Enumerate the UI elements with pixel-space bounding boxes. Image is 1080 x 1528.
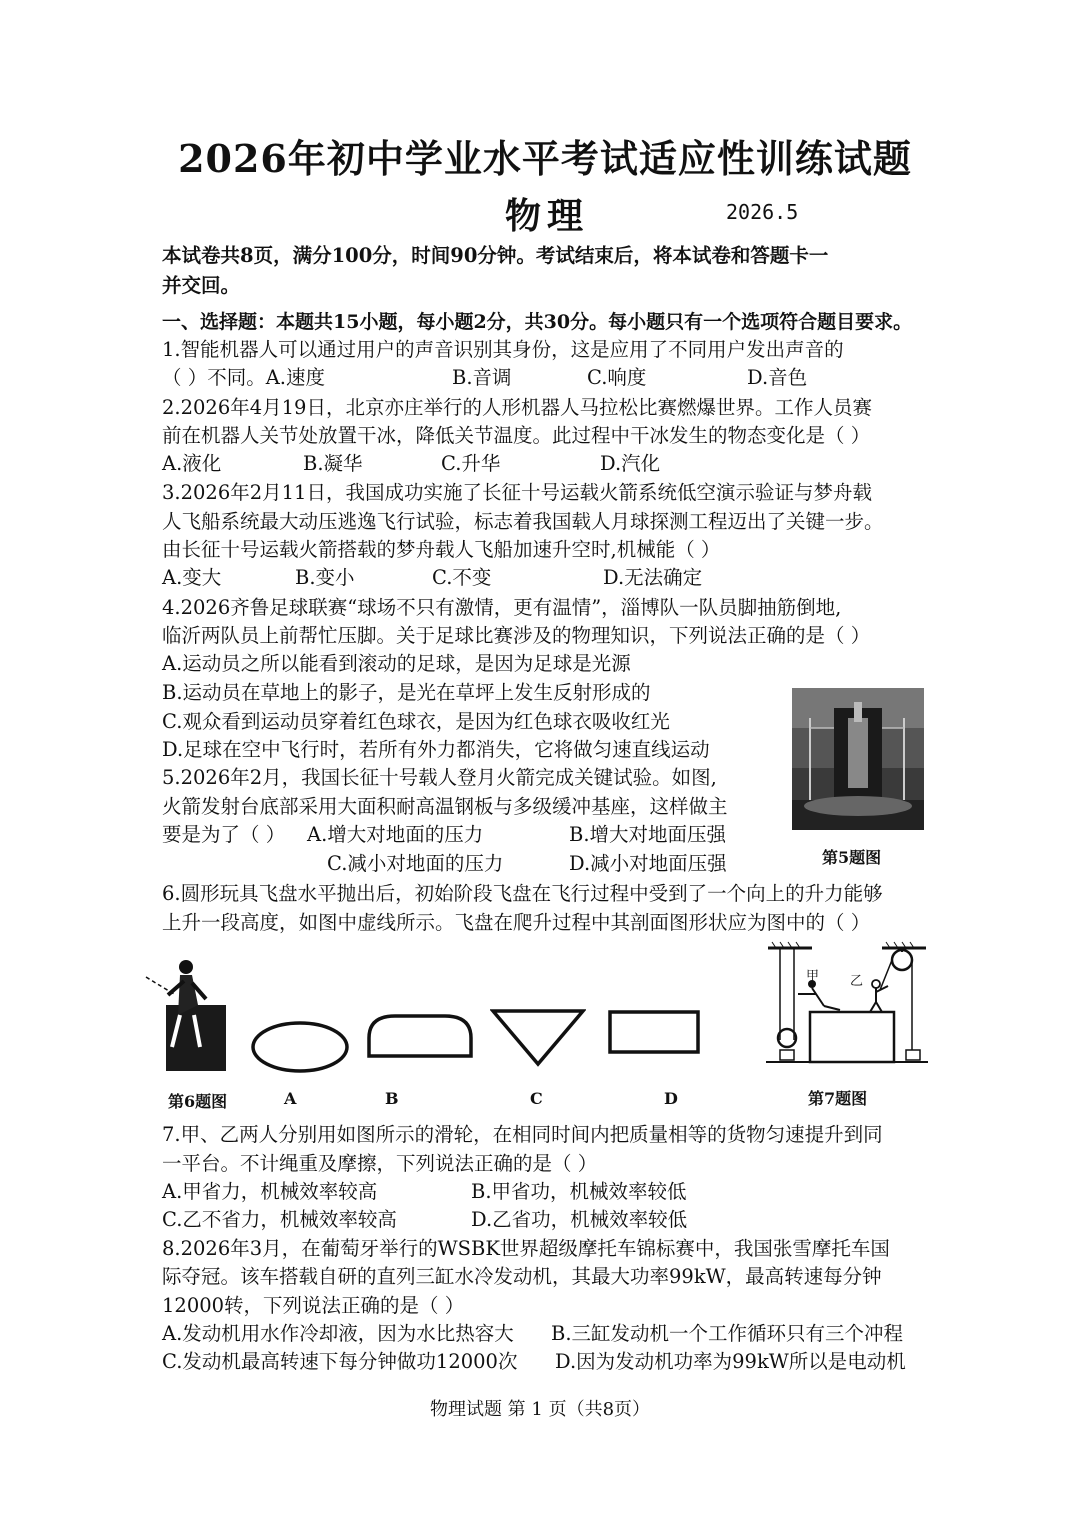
q7-option-a: A.甲省力，机械效率较高: [162, 1180, 378, 1203]
q8-option-c: C.发动机最高转速下每分钟做功12000次: [162, 1350, 518, 1373]
q6-label-d: D: [664, 1089, 678, 1108]
q5-stem-1: 5.2026年2月，我国长征十号载人登月火箭完成关键试验。如图,: [162, 766, 717, 789]
q7-pulley-figure: [766, 940, 928, 1074]
q4-option-a: A.运动员之所以能看到滚动的足球，是因为足球是光源: [162, 652, 631, 675]
q8-stem-3: 12000转，下列说法正确的是（ ）: [162, 1294, 465, 1317]
q6-label-c: C: [530, 1089, 543, 1108]
instructions-line-1: 本试卷共8页，满分100分，时间90分钟。考试结束后，将本试卷和答题卡一: [162, 244, 829, 267]
q4-option-c: C.观众看到运动员穿着红色球衣，是因为红色球衣吸收红光: [162, 710, 670, 733]
q1-stem-1: 1.智能机器人可以通过用户的声音识别其身份，这是应用了不同用户发出声音的: [162, 338, 844, 361]
q5-caption: 第5题图: [822, 848, 882, 867]
q8-stem-1: 8.2026年3月，在葡萄牙举行的WSBK世界超级摩托车锦标赛中，我国张雪摩托车国: [162, 1237, 890, 1260]
section-heading: 一、选择题：本题共15小题，每小题2分，共30分。每小题只有一个选项符合题目要求。: [162, 311, 913, 333]
q5-stem-3: 要是为了（ ）: [162, 823, 286, 846]
q1-stem-2-text: （ ）不同。A.速度: [162, 366, 325, 389]
q7-option-c: C.乙不省力，机械效率较高: [162, 1208, 397, 1231]
q1-option-d: D.音色: [747, 366, 808, 389]
q2-option-b: B.凝华: [303, 452, 363, 475]
q6-label-a: A: [284, 1089, 297, 1108]
q6-stem-2: 上升一段高度，如图中虚线所示。飞盘在爬升过程中其剖面图形状应为图中的（ ）: [162, 911, 871, 934]
q4-stem-2: 临沂两队员上前帮忙压脚。关于足球比赛涉及的物理知识，下列说法正确的是（ ）: [162, 624, 871, 647]
q8-option-b: B.三缸发动机一个工作循环只有三个冲程: [551, 1322, 904, 1345]
exam-subject: 物理: [505, 195, 590, 237]
q6-stem-1: 6.圆形玩具飞盘水平抛出后，初始阶段飞盘在飞行过程中受到了一个向上的升力能够: [162, 882, 883, 905]
q7-label-jia: 甲: [806, 969, 820, 984]
q3-option-c: C.不变: [432, 566, 492, 589]
q3-stem-3: 由长征十号运载火箭搭载的梦舟载人飞船加速升空时,机械能（ ）: [162, 538, 721, 561]
exam-title: 2026年初中学业水平考试适应性训练试题: [178, 136, 912, 181]
q3-option-a: A.变大: [162, 566, 222, 589]
q5-rocket-figure: [792, 688, 924, 834]
q4-stem-1: 4.2026齐鲁足球联赛“球场不只有激情，更有温情”，淄博队一队员脚抽筋倒地,: [162, 596, 842, 619]
q5-stem-2: 火箭发射台底部采用大面积耐高温钢板与多级缓冲基座，这样做主: [162, 795, 728, 818]
q5-option-a: A.增大对地面的压力: [307, 823, 484, 846]
q4-option-b: B.运动员在草地上的影子，是光在草坪上发生反射形成的: [162, 681, 651, 704]
q3-stem-1: 3.2026年2月11日，我国成功实施了长征十号运载火箭系统低空演示验证与梦舟载: [162, 481, 872, 504]
q5-option-b: B.增大对地面压强: [569, 823, 727, 846]
q5-option-c: C.减小对地面的压力: [327, 852, 504, 875]
q6-shape-c-triangle: [490, 1008, 586, 1072]
q3-stem-2: 人飞船系统最大动压逃逸飞行试验，标志着我国载人月球探测工程迈出了关键一步。: [162, 510, 884, 533]
q7-label-yi: 乙: [850, 974, 864, 989]
q2-option-c: C.升华: [441, 452, 501, 475]
q2-option-d: D.汽化: [600, 452, 661, 475]
q6-label-b: B: [385, 1089, 399, 1108]
q3-option-d: D.无法确定: [603, 566, 703, 589]
q8-stem-2: 际夺冠。该车搭载自研的直列三缸水冷发动机，其最大功率99kW，最高转速每分钟: [162, 1265, 882, 1288]
q7-option-b: B.甲省功，机械效率较低: [471, 1180, 687, 1203]
q7-option-d: D.乙省功，机械效率较低: [471, 1208, 688, 1231]
q6-shape-a-ellipse: [250, 1018, 350, 1080]
q6-shape-b-dome: [365, 1012, 475, 1064]
q2-stem-2: 前在机器人关节处放置干冰，降低关节温度。此过程中干冰发生的物态变化是（ ）: [162, 424, 871, 447]
page-footer: 物理试题 第 1 页（共8页）: [429, 1399, 651, 1420]
q4-option-d: D.足球在空中飞行时，若所有外力都消失，它将做匀速直线运动: [162, 738, 710, 761]
q6-caption: 第6题图: [168, 1092, 228, 1111]
q3-option-b: B.变小: [295, 566, 355, 589]
q6-shape-d-rectangle: [608, 1010, 700, 1058]
q1-stem-2: [162, 366, 325, 390]
q1-option-b: B.音调: [452, 366, 512, 389]
q1-option-c: C.响度: [587, 366, 647, 389]
q8-option-d: D.因为发动机功率为99kW所以是电动机: [555, 1350, 906, 1373]
exam-date: 2026.5: [726, 200, 799, 224]
q7-caption: 第7题图: [808, 1089, 868, 1108]
q2-option-a: A.液化: [162, 452, 222, 475]
q7-stem-1: 7.甲、乙两人分别用如图所示的滑轮，在相同时间内把质量相等的货物匀速提升到同: [162, 1123, 883, 1146]
q5-option-d: D.减小对地面压强: [569, 852, 727, 875]
q8-option-a: A.发动机用水作冷却液，因为水比热容大: [162, 1322, 514, 1345]
q6-thrower-figure: [140, 955, 230, 1079]
q2-stem-1: 2.2026年4月19日，北京亦庄举行的人形机器人马拉松比赛燃爆世界。工作人员赛: [162, 396, 872, 419]
q7-stem-2: 一平台。不计绳重及摩擦，下列说法正确的是（ ）: [162, 1152, 598, 1175]
instructions-line-2: 并交回。: [162, 274, 241, 297]
